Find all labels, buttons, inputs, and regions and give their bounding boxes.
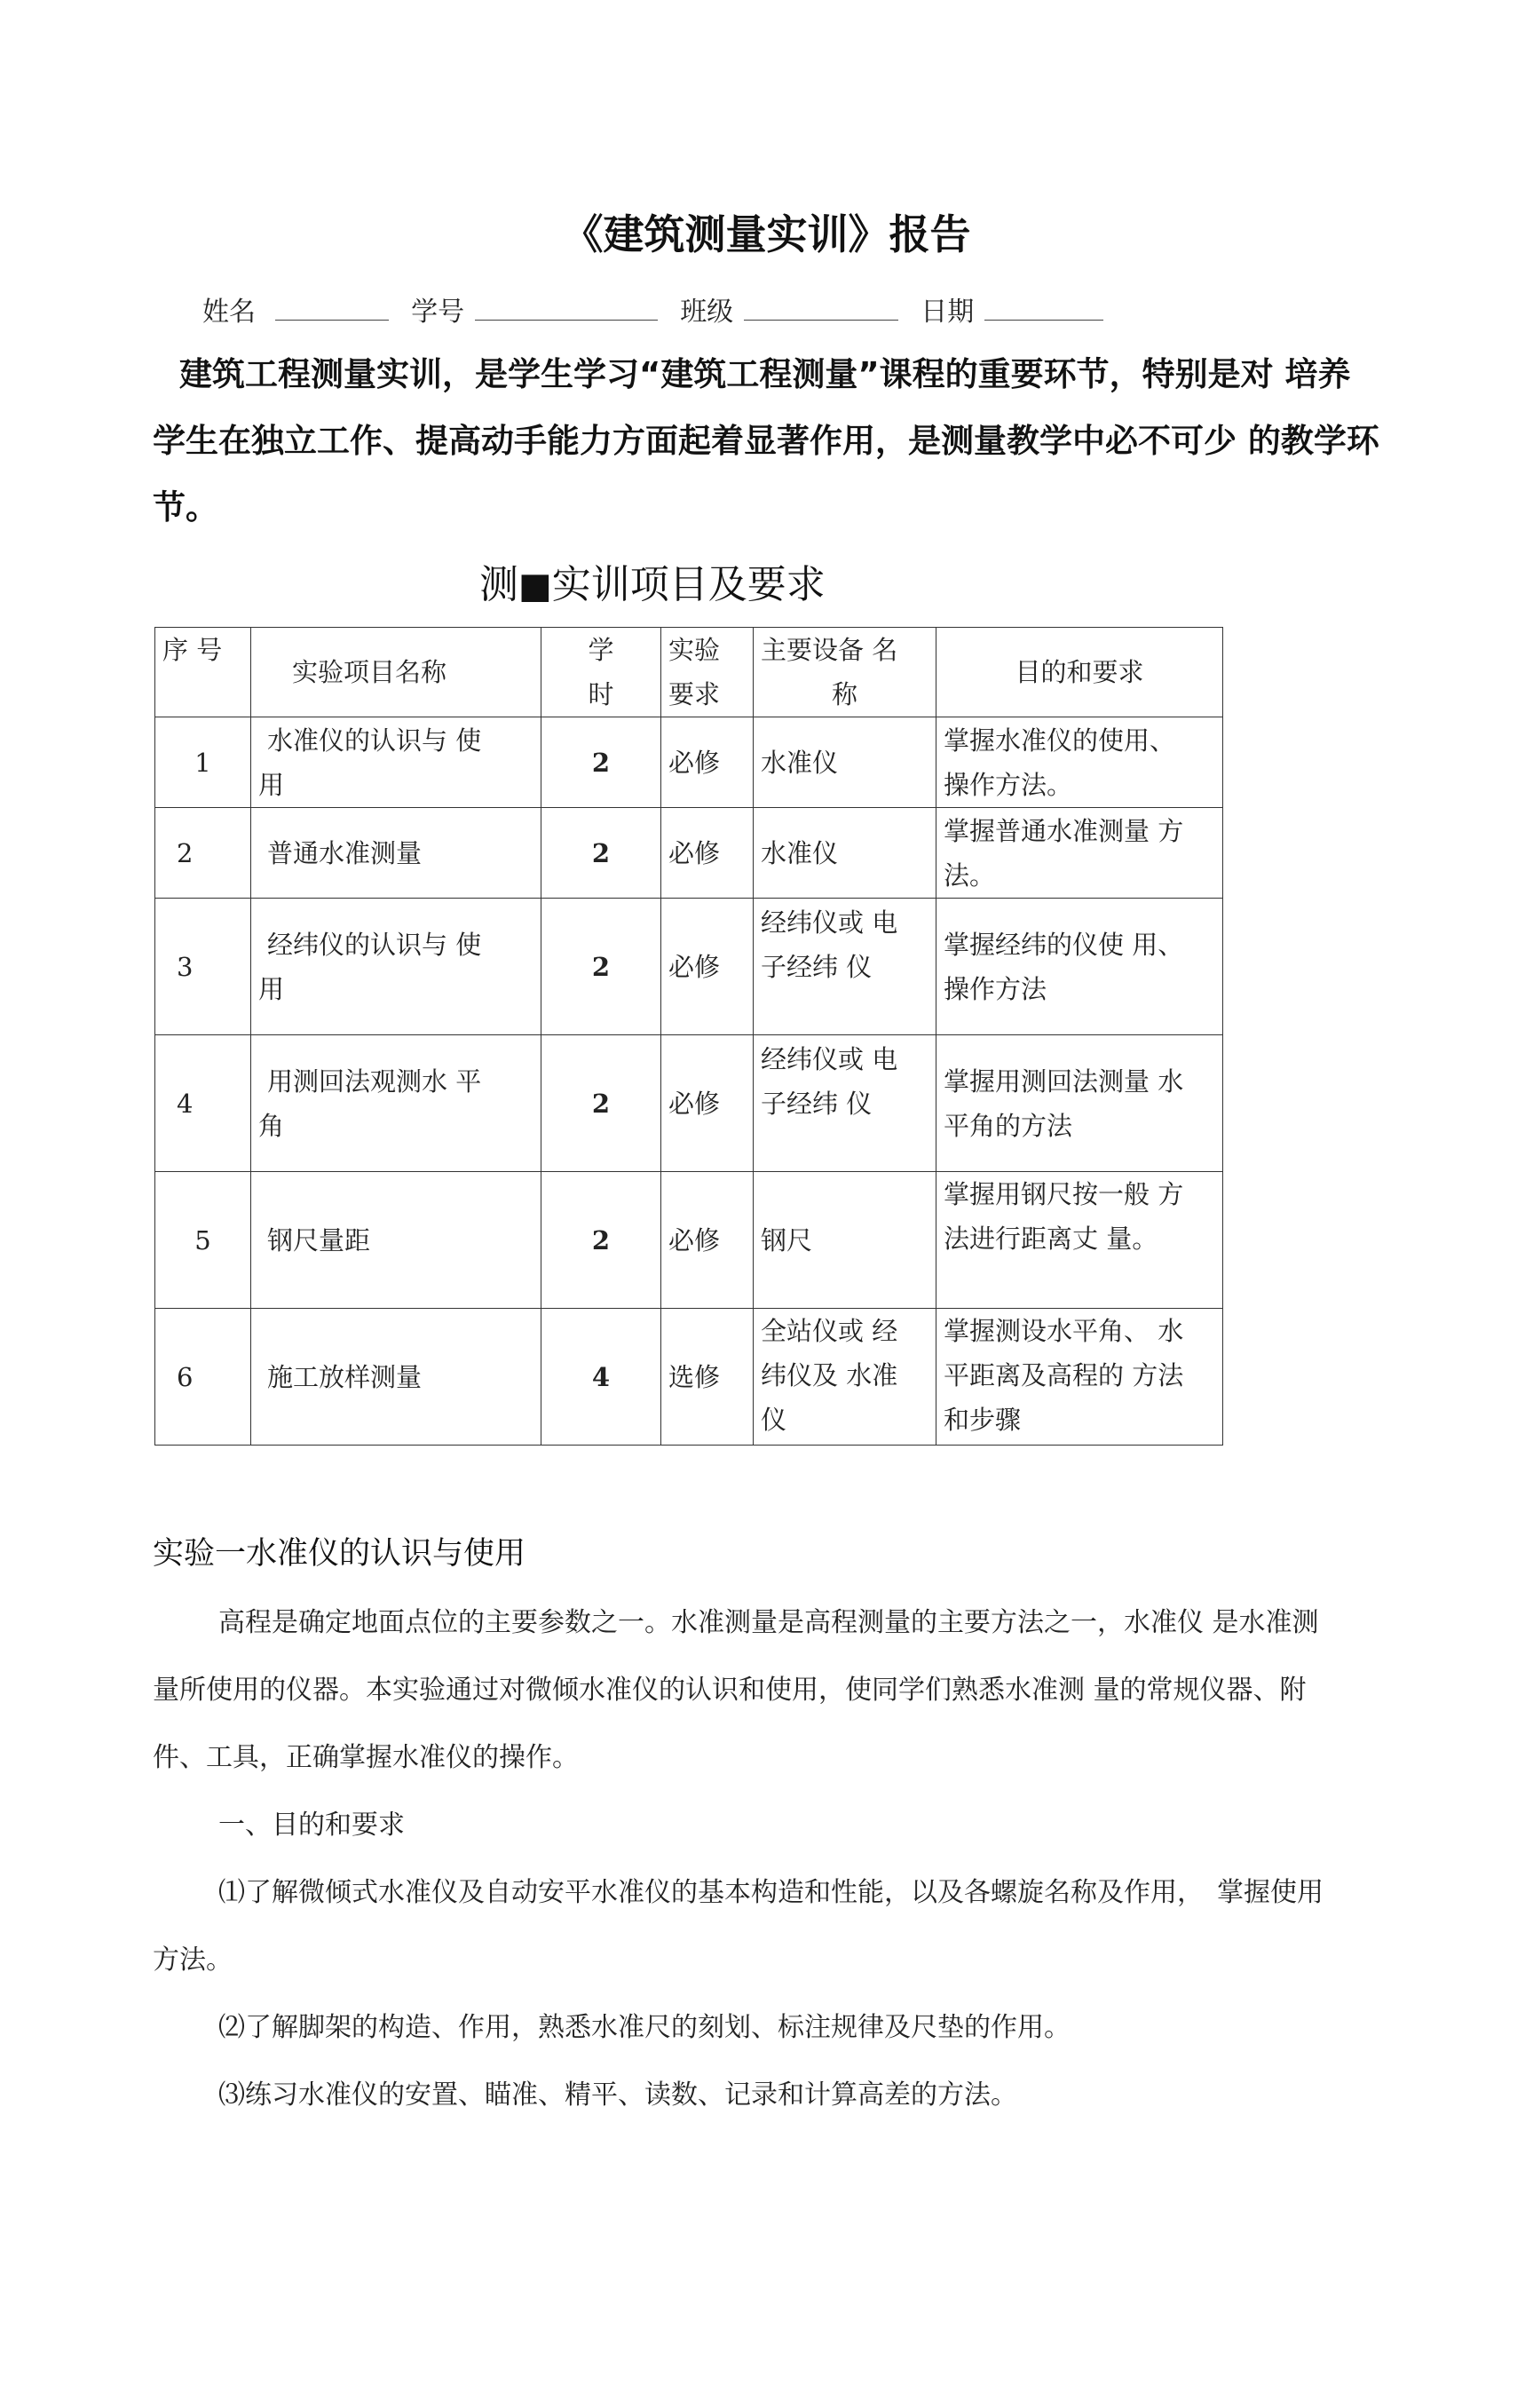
- cell-name: 普通水准测量: [251, 808, 541, 899]
- intro-paragraph: [153, 341, 1404, 541]
- cell-hours: 2: [541, 717, 661, 808]
- cell-goal: 掌握用测回法测量 水 平角的方法: [936, 1035, 1223, 1172]
- cell-hours: 2: [541, 1035, 661, 1172]
- table-header-row: [155, 628, 1223, 717]
- cell-equipment: 全站仪或 经 纬仪及 水准 仪: [754, 1309, 936, 1446]
- cell-no: 1: [155, 717, 251, 808]
- cell-goal: 掌握普通水准测量 方 法。: [936, 808, 1223, 899]
- table-row: [155, 717, 1223, 808]
- cell-requirement: 选修: [661, 1309, 754, 1446]
- intro-line: 节。: [153, 488, 218, 527]
- table-title: [479, 552, 826, 609]
- paragraph-line: 量所使用的仪器。本实验通过对微倾水准仪的认识和使用，使同学们熟悉水准测 量的常规仪器、附: [153, 1675, 1307, 1706]
- cell-no: 2: [155, 808, 251, 899]
- name-label: 姓名: [202, 297, 256, 328]
- cell-equipment: 钢尺: [754, 1172, 936, 1309]
- cell-hours: 2: [541, 1172, 661, 1309]
- cell-goal: 掌握经纬的仪使 用、 操作方法: [936, 899, 1223, 1035]
- student-id-blank: [475, 295, 658, 321]
- table-row: [155, 1309, 1223, 1446]
- cell-no: 5: [155, 1172, 251, 1309]
- header-hours: 学 时: [541, 628, 661, 717]
- cell-equipment: 经纬仪或 电 子经纬 仪: [754, 899, 936, 1035]
- cell-goal: 掌握用钢尺按一般 方 法进行距离丈 量。: [936, 1172, 1223, 1309]
- requirement-item: ⑵了解脚架的构造、作用，熟悉水准尺的刻划、标注规律及尺垫的作用。: [218, 2012, 1071, 2043]
- requirement-item-continued: 方法。: [153, 1945, 233, 1976]
- header-goal: 目的和要求: [936, 628, 1223, 717]
- black-square-icon: ■: [518, 566, 552, 606]
- name-blank: [275, 295, 389, 321]
- cell-equipment: 水准仪: [754, 808, 936, 899]
- requirement-item: ⑶练习水准仪的安置、瞄准、精平、读数、记录和计算高差的方法。: [218, 2079, 1017, 2111]
- cell-requirement: 必修: [661, 899, 754, 1035]
- cell-equipment: 水准仪: [754, 717, 936, 808]
- cell-name: 用测回法观测水 平 角: [251, 1035, 541, 1172]
- cell-name: 钢尺量距: [251, 1172, 541, 1309]
- header-requirement: 实验 要求: [661, 628, 754, 717]
- header-equipment: 主要设备 名 称: [754, 628, 936, 717]
- class-blank: [744, 295, 898, 321]
- cell-requirement: 必修: [661, 1172, 754, 1309]
- cell-hours: 4: [541, 1309, 661, 1446]
- table-title-suffix: 实训项目及要求: [551, 562, 826, 607]
- cell-name: 水准仪的认识与 使 用: [251, 717, 541, 808]
- header-name: 实验项目名称: [251, 628, 541, 717]
- header-no: 序 号: [155, 628, 251, 717]
- date-label: 日期: [921, 297, 975, 328]
- info-line: [202, 289, 1103, 329]
- cell-no: 3: [155, 899, 251, 1035]
- intro-line: 学生在独立工作、提高动手能力方面起着显著作用，是测量教学中必不可少 的教学环: [153, 422, 1379, 460]
- date-blank: [984, 295, 1103, 321]
- cell-hours: 2: [541, 899, 661, 1035]
- cell-requirement: 必修: [661, 808, 754, 899]
- table-row: [155, 1035, 1223, 1172]
- paragraph-line: 高程是确定地面点位的主要参数之一。水准测量是高程测量的主要方法之一，水准仪 是水准测: [218, 1607, 1319, 1638]
- cell-no: 6: [155, 1309, 251, 1446]
- project-table: [154, 627, 1223, 1446]
- experiment-intro: [153, 1589, 1404, 2129]
- class-label: 班级: [680, 297, 734, 328]
- intro-line: 建筑工程测量实训，是学生学习“建筑工程测量”课程的重要环节，特别是对 培养: [179, 355, 1351, 393]
- cell-goal: 掌握测设水平角、 水 平距离及高程的 方法 和步骤: [936, 1309, 1223, 1446]
- subheading: 一、目的和要求: [218, 1810, 405, 1841]
- student-id-label: 学号: [411, 297, 465, 328]
- cell-name: 施工放样测量: [251, 1309, 541, 1446]
- table-row: [155, 899, 1223, 1035]
- cell-name: 经纬仪的认识与 使 用: [251, 899, 541, 1035]
- cell-equipment: 经纬仪或 电 子经纬 仪: [754, 1035, 936, 1172]
- requirement-item: ⑴了解微倾式水准仪及自动安平水准仪的基本构造和性能，以及各螺旋名称及作用， 掌握使用: [218, 1877, 1324, 1908]
- paragraph-line: 件、工具，正确掌握水准仪的操作。: [153, 1742, 579, 1773]
- table-row: [155, 808, 1223, 899]
- cell-requirement: 必修: [661, 1035, 754, 1172]
- cell-goal: 掌握水准仪的使用、 操作方法。: [936, 717, 1223, 808]
- section-heading: 实验一水准仪的认识与使用: [153, 1536, 526, 1572]
- cell-no: 4: [155, 1035, 251, 1172]
- cell-hours: 2: [541, 808, 661, 899]
- page-title: 《建筑测量实训》报告: [562, 210, 971, 258]
- table-title-prefix: 测: [479, 562, 518, 607]
- cell-requirement: 必修: [661, 717, 754, 808]
- table-row: [155, 1172, 1223, 1309]
